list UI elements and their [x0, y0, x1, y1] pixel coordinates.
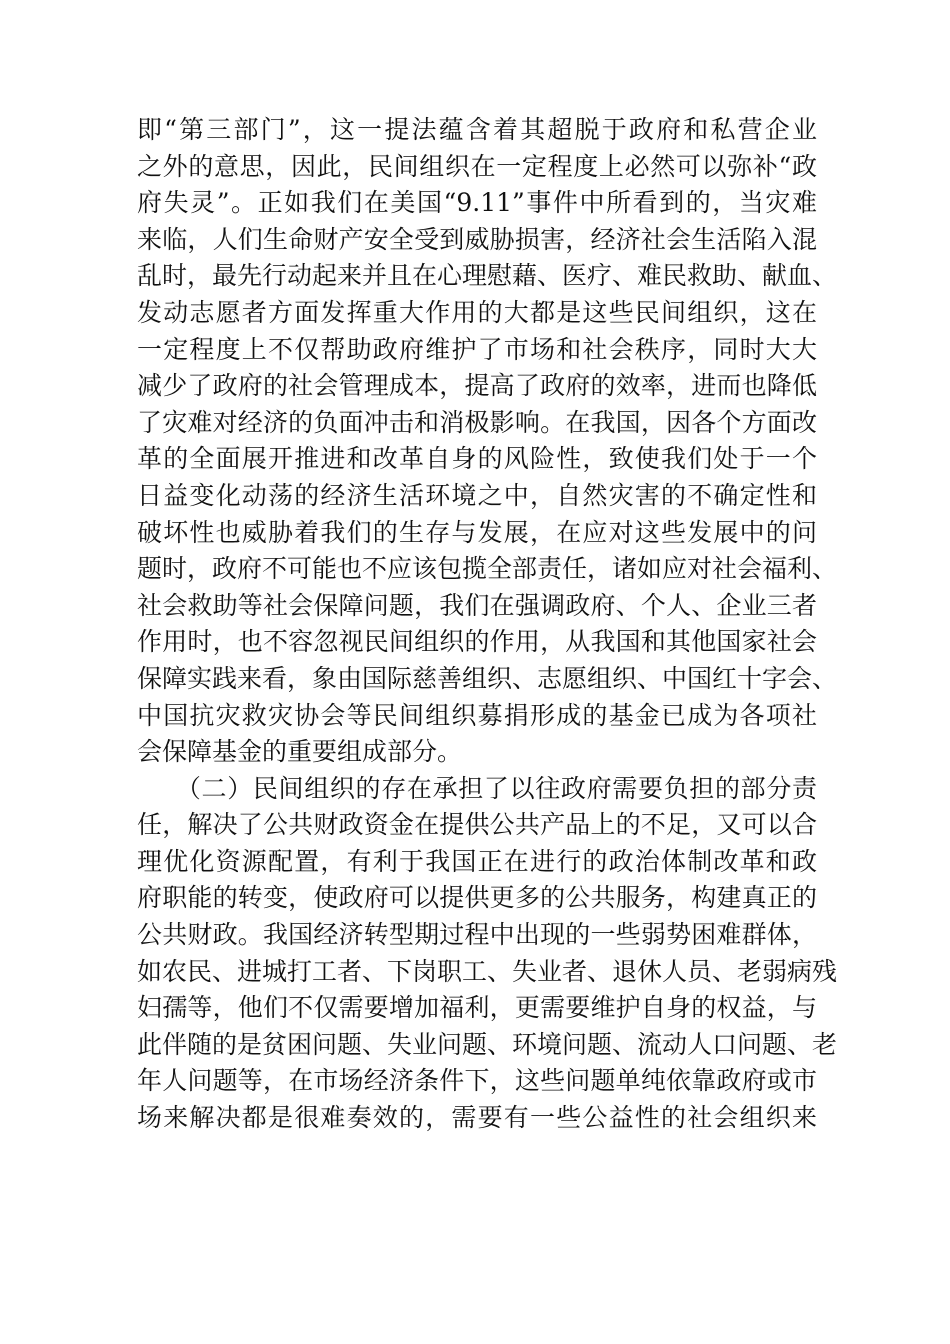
text-line: 乱时，最先行动起来并且在心理慰藉、医疗、难民救助、献血、 — [137, 261, 838, 291]
text-line: 中国抗灾救灾协会等民间组织募捐形成的基金已成为各项社 — [137, 700, 817, 730]
text-line: 场来解决都是很难奏效的，需要有一些公益性的社会组织来 — [137, 1103, 817, 1133]
paragraph-2 — [137, 771, 838, 1137]
text-line: 会保障基金的重要组成部分。 — [137, 737, 463, 767]
text-line: 妇孺等，他们不仅需要增加福利，更需要维护自身的权益，与 — [137, 993, 817, 1023]
text-line: 题时，政府不可能也不应该包揽全部责任，诸如应对社会福利、 — [137, 554, 838, 584]
text-line: 发动志愿者方面发挥重大作用的大都是这些民间组织，这在 — [137, 297, 817, 327]
text-line: 府职能的转变，使政府可以提供更多的公共服务，构建真正的 — [137, 883, 817, 913]
text-line: 社会救助等社会保障问题，我们在强调政府、个人、企业三者 — [137, 590, 817, 620]
text-line: 保障实践来看，象由国际慈善组织、志愿组织、中国红十字会、 — [137, 663, 838, 693]
text-line: 理优化资源配置，有利于我国正在进行的政治体制改革和政 — [137, 846, 817, 876]
text-line: 任，解决了公共财政资金在提供公共产品上的不足，又可以合 — [137, 810, 817, 840]
text-line: 来临，人们生命财产安全受到威胁损害，经济社会生活陷入混 — [137, 224, 817, 254]
text-line: 革的全面展开推进和改革自身的风险性，致使我们处于一个 — [137, 444, 817, 474]
text-line: 破坏性也威胁着我们的生存与发展，在应对这些发展中的问 — [137, 517, 817, 547]
document-body — [137, 112, 838, 1137]
text-line: 一定程度上不仅帮助政府维护了市场和社会秩序，同时大大 — [137, 334, 817, 364]
text-line: 年人问题等，在市场经济条件下，这些问题单纯依靠政府或市 — [137, 1066, 817, 1096]
text-line: 了灾难对经济的负面冲击和消极影响。在我国，因各个方面改 — [137, 407, 817, 437]
text-line: 此伴随的是贫困问题、失业问题、环境问题、流动人口问题、老 — [137, 1029, 838, 1059]
paragraph-1 — [137, 112, 838, 771]
text-line: 之外的意思，因此，民间组织在一定程度上必然可以弥补“政 — [137, 151, 817, 181]
text-line: 府失灵”。正如我们在美国“9.11”事件中所看到的，当灾难 — [137, 188, 817, 218]
text-line: 即“第三部门”，这一提法蕴含着其超脱于政府和私营企业 — [137, 115, 817, 144]
text-line: 作用时，也不容忽视民间组织的作用，从我国和其他国家社会 — [137, 627, 817, 657]
text-line: 如农民、进城打工者、下岗职工、失业者、退休人员、老弱病残 — [137, 956, 838, 986]
text-line: 减少了政府的社会管理成本，提高了政府的效率，进而也降低 — [137, 371, 817, 401]
text-line: 日益变化动荡的经济生活环境之中，自然灾害的不确定性和 — [137, 480, 817, 510]
text-line: （二）民间组织的存在承担了以往政府需要负担的部分责 — [137, 773, 817, 803]
text-line: 公共财政。我国经济转型期过程中出现的一些弱势困难群体， — [137, 920, 817, 950]
